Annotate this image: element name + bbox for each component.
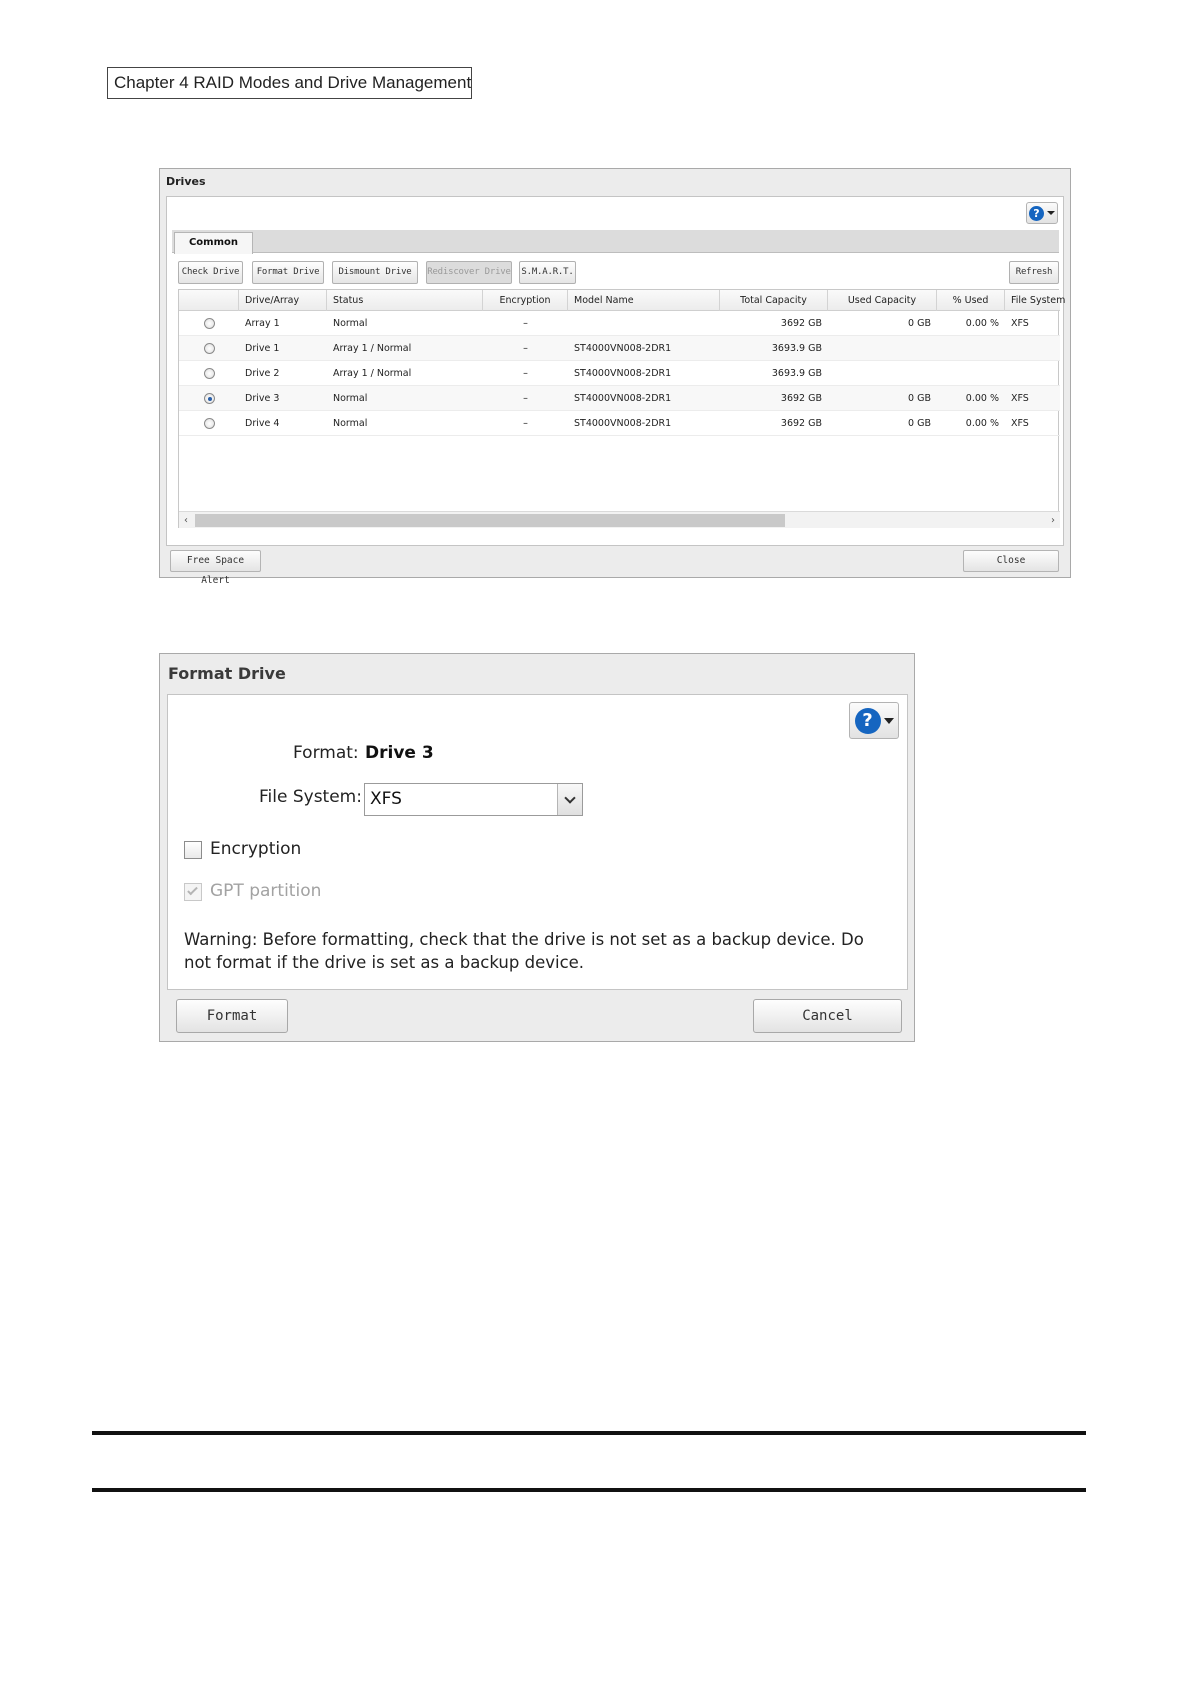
cell-status: Array 1 / Normal bbox=[333, 368, 412, 379]
file-system-label: File System: bbox=[259, 787, 362, 807]
cell-encryption: – bbox=[523, 318, 528, 329]
tab-strip bbox=[172, 230, 1059, 253]
scroll-right-icon[interactable]: › bbox=[1051, 515, 1055, 526]
cell-model: ST4000VN008-2DR1 bbox=[574, 393, 672, 404]
cell-fs bbox=[1005, 361, 1065, 386]
scrollbar-thumb[interactable] bbox=[195, 514, 785, 527]
drives-window-title: Drives bbox=[166, 175, 206, 188]
cell-fs bbox=[1005, 336, 1065, 361]
chapter-header: Chapter 4 RAID Modes and Drive Management bbox=[107, 67, 472, 99]
caret-down-icon bbox=[1047, 211, 1055, 215]
col-status[interactable]: Status bbox=[327, 290, 483, 311]
dialog-title: Format Drive bbox=[168, 664, 286, 683]
cell-drive: Drive 1 bbox=[245, 343, 280, 354]
cell-drive: Drive 2 bbox=[245, 368, 280, 379]
table-header bbox=[179, 290, 1066, 311]
question-circle-icon: ? bbox=[855, 708, 881, 734]
cell-fs: XFS bbox=[1011, 418, 1029, 429]
format-target-value: Drive 3 bbox=[365, 743, 434, 763]
row-radio[interactable] bbox=[204, 368, 215, 379]
row-radio[interactable] bbox=[204, 318, 215, 329]
help-button[interactable] bbox=[849, 702, 899, 739]
cell-used bbox=[828, 361, 937, 386]
col-model[interactable]: Model Name bbox=[568, 290, 720, 311]
cell-model: ST4000VN008-2DR1 bbox=[574, 368, 672, 379]
cell-drive: Drive 4 bbox=[245, 418, 280, 429]
question-circle-icon: ? bbox=[1029, 206, 1044, 221]
cell-pct bbox=[937, 336, 1005, 361]
divider-top bbox=[92, 1431, 1086, 1435]
format-label: Format: bbox=[293, 743, 359, 763]
drives-window bbox=[159, 168, 1071, 586]
cell-total: 3692 GB bbox=[780, 418, 822, 429]
cancel-button[interactable]: Cancel bbox=[753, 999, 902, 1033]
row-radio[interactable] bbox=[204, 418, 215, 429]
cell-fs: XFS bbox=[1011, 393, 1029, 404]
dismount-drive-button[interactable]: Dismount Drive bbox=[332, 261, 418, 284]
scroll-left-icon[interactable]: ‹ bbox=[184, 515, 188, 526]
cell-total: 3692 GB bbox=[780, 393, 822, 404]
cell-total: 3693.9 GB bbox=[771, 368, 822, 379]
file-system-select[interactable] bbox=[364, 783, 583, 816]
cell-used: 0 GB bbox=[908, 393, 931, 404]
cell-status: Array 1 / Normal bbox=[333, 343, 412, 354]
close-button[interactable]: Close bbox=[963, 550, 1059, 572]
table-row[interactable] bbox=[179, 336, 1060, 361]
cell-pct: 0.00 % bbox=[965, 418, 999, 429]
cell-model bbox=[568, 311, 720, 336]
horizontal-scrollbar[interactable] bbox=[179, 511, 1060, 528]
row-radio-selected[interactable] bbox=[204, 393, 215, 404]
col-total[interactable]: Total Capacity bbox=[720, 290, 828, 311]
col-pct[interactable]: % Used bbox=[937, 290, 1005, 311]
gpt-partition-label: GPT partition bbox=[210, 881, 322, 901]
cell-used: 0 GB bbox=[908, 418, 931, 429]
col-used[interactable]: Used Capacity bbox=[828, 290, 937, 311]
drives-panel bbox=[166, 196, 1064, 546]
cell-encryption: – bbox=[523, 393, 528, 404]
table-row[interactable] bbox=[179, 361, 1060, 386]
tab-common[interactable]: Common bbox=[174, 232, 253, 254]
cell-model: ST4000VN008-2DR1 bbox=[574, 343, 672, 354]
format-drive-button[interactable]: Format Drive bbox=[252, 261, 324, 284]
format-button[interactable]: Format bbox=[176, 999, 288, 1033]
refresh-button[interactable]: Refresh bbox=[1009, 261, 1059, 284]
cell-drive: Array 1 bbox=[245, 318, 280, 329]
encryption-checkbox[interactable] bbox=[184, 841, 202, 859]
row-radio[interactable] bbox=[204, 343, 215, 354]
cell-encryption: – bbox=[523, 343, 528, 354]
cell-status: Normal bbox=[333, 393, 368, 404]
col-drive[interactable]: Drive/Array bbox=[239, 290, 327, 311]
cell-encryption: – bbox=[523, 368, 528, 379]
table-row[interactable] bbox=[179, 311, 1060, 336]
chevron-down-icon bbox=[564, 792, 575, 803]
cell-pct bbox=[937, 361, 1005, 386]
format-drive-dialog bbox=[159, 653, 915, 1042]
cell-total: 3692 GB bbox=[780, 318, 822, 329]
cell-used bbox=[828, 336, 937, 361]
cell-status: Normal bbox=[333, 418, 368, 429]
cell-total: 3693.9 GB bbox=[771, 343, 822, 354]
cell-encryption: – bbox=[523, 418, 528, 429]
cell-drive: Drive 3 bbox=[245, 393, 280, 404]
gpt-partition-checkbox[interactable] bbox=[184, 883, 202, 901]
smart-button[interactable]: S.M.A.R.T. bbox=[519, 261, 576, 284]
free-space-alert-button[interactable]: Free Space Alert bbox=[170, 550, 261, 572]
divider-bottom bbox=[92, 1488, 1086, 1492]
cell-pct: 0.00 % bbox=[965, 318, 999, 329]
cell-pct: 0.00 % bbox=[965, 393, 999, 404]
help-button[interactable] bbox=[1026, 202, 1058, 224]
check-drive-button[interactable]: Check Drive bbox=[178, 261, 243, 284]
cell-model: ST4000VN008-2DR1 bbox=[574, 418, 672, 429]
warning-text: Warning: Before formatting, check that the drive is not set as a backup device. Do not format if the drive is set as a backup device. bbox=[184, 930, 864, 972]
table-row[interactable] bbox=[179, 411, 1060, 436]
col-fs[interactable]: File System bbox=[1011, 295, 1066, 306]
dropdown-button[interactable] bbox=[557, 784, 582, 815]
encryption-label: Encryption bbox=[210, 839, 302, 859]
checkmark-icon bbox=[187, 885, 198, 896]
cell-status: Normal bbox=[333, 318, 368, 329]
caret-down-icon bbox=[884, 718, 894, 724]
drives-table bbox=[178, 289, 1066, 528]
cell-fs: XFS bbox=[1011, 318, 1029, 329]
file-system-value: XFS bbox=[370, 789, 402, 809]
table-row[interactable] bbox=[179, 386, 1060, 411]
col-select bbox=[179, 290, 239, 311]
col-encryption[interactable]: Encryption bbox=[483, 290, 568, 311]
cell-used: 0 GB bbox=[908, 318, 931, 329]
rediscover-drive-button[interactable]: Rediscover Drive bbox=[426, 261, 512, 284]
dialog-body bbox=[167, 694, 908, 990]
